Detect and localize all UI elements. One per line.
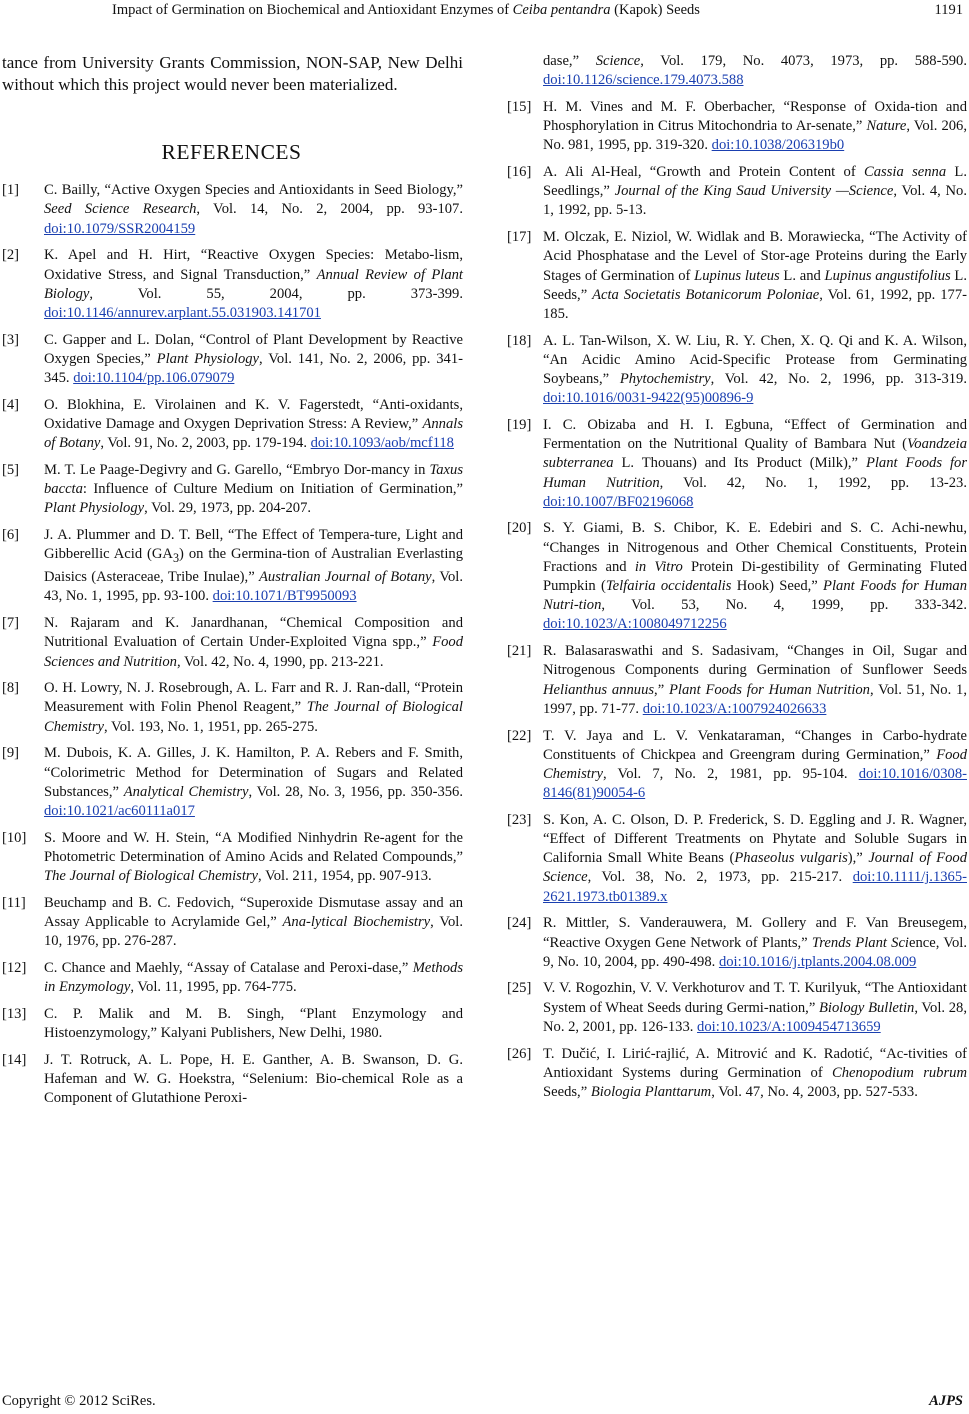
doi-link[interactable]: doi:10.1021/ac60111a017 <box>44 803 195 819</box>
doi-link[interactable]: doi:10.1016/0031-9422(95)00896-9 <box>543 390 754 407</box>
reference-21 <box>507 642 967 719</box>
ref-body: S. Kon, A. C. Olson, D. P. Frederick, S. D. Eggling and J. R. Wagner, “Effect of Different Treatments on Phytate and Soluble Sugars in California Small White Beans (Phaseolus vulgaris),” Journal of Food Science, Vol. 38, No. 2, 1973, pp. 215-217. doi:10.1111/j.1365-2621.1973.tb01389.x <box>543 811 967 905</box>
reference-19 <box>507 416 967 512</box>
ref-number: [14] <box>2 1051 27 1068</box>
ref-number: [8] <box>2 680 20 697</box>
reference-4 <box>0 396 463 454</box>
reference-6 <box>0 526 463 607</box>
ref-body: C. Bailly, “Active Oxygen Species and Antioxidants in Seed Biology,” Seed Science Research, Vol. 14, No. 2, 2004, pp. 93-107. doi:10.1079/SSR2004159 <box>44 182 463 237</box>
ref-body: S. Y. Giami, B. S. Chibor, K. E. Edebiri and S. C. Achi-newhu, “Changes in Nitrogenous and Other Chemical Constituents, Protein Fractions and in Vitro Protein Di-gestibility of Germinating Fluted Pumpkin (Telfairia occidentalis Hook) Seed,” Plant Foods for Human Nutri-tion, Vol. 53, No. 4, 1999, pp. 333-342. doi:10.1023/A:1008049712256 <box>543 520 967 633</box>
journal-abbrev: AJPS <box>929 1393 963 1409</box>
ref-number: [12] <box>2 959 27 976</box>
ref-number: [7] <box>2 615 20 632</box>
ref-body: A. Ali Al-Heal, “Growth and Protein Content of Cassia senna L. Seedlings,” Journal of the King Saud University —Science, Vol. 4, No. 1, 1992, pp. 5-13. <box>543 164 967 219</box>
doi-link[interactable]: doi:10.1007/BF02196068 <box>543 493 694 510</box>
ref-number: [26] <box>507 1045 532 1062</box>
reference-14-continued <box>507 52 967 90</box>
doi-link[interactable]: doi:10.1104/pp.106.079079 <box>73 370 235 387</box>
ref-body: C. P. Malik and M. B. Singh, “Plant Enzymology and Histoenzymology,” Kalyani Publishers, New Delhi, 1980. <box>44 1005 463 1042</box>
reference-25 <box>507 979 967 1037</box>
ref-number: [21] <box>507 643 532 660</box>
doi-link[interactable]: doi:10.1023/A:1008049712256 <box>543 616 727 633</box>
reference-14 <box>0 1051 463 1109</box>
ref-number: [23] <box>507 811 532 828</box>
ref-number: [1] <box>2 182 20 199</box>
doi-link[interactable]: doi:10.1023/A:1009454713659 <box>697 1018 881 1035</box>
ref-body: Beuchamp and B. C. Fedovich, “Superoxide Dismutase assay and an Assay Applicable to Acrylamide Gel,” Ana-lytical Biochemistry, Vol. 10, 1976, pp. 276-287. <box>44 894 463 950</box>
reference-11 <box>0 894 463 952</box>
ref-number: [13] <box>2 1005 27 1022</box>
ref-body: O. H. Lowry, N. J. Rosebrough, A. L. Farr and R. J. Ran-dall, “Protein Measurement with Folin Phenol Reagent,” The Journal of Biological Chemistry, Vol. 193, No. 1, 1951, pp. 265-275. <box>44 680 463 735</box>
ref-number: [3] <box>2 331 20 348</box>
ref-number: [9] <box>2 745 20 762</box>
ref-number: [11] <box>2 894 26 911</box>
ref-number: [25] <box>507 980 532 997</box>
ref-body: C. Gapper and L. Dolan, “Control of Plant Development by Reactive Oxygen Species,” Plant Physiology, Vol. 141, No. 2, 2006, pp. 341-345. doi:10.1104/pp.106.079079 <box>44 331 463 387</box>
reference-5 <box>0 461 463 519</box>
ref-number: [5] <box>2 461 20 478</box>
ref-body: A. L. Tan-Wilson, X. W. Liu, R. Y. Chen, X. Q. Qi and K. A. Wilson, “An Acidic Amino Acid-Specific Protease from Germinating Soybeans,” Phytochemistry, Vol. 42, No. 2, 1996, pp. 313-319. doi:10.1016/0031-9422(95)00896-9 <box>543 332 967 407</box>
reference-9 <box>0 744 463 821</box>
doi-link[interactable]: doi:10.1111/j.1365-2621.1973.tb01389.x <box>543 869 967 905</box>
title-suffix: (Kapok) Seeds <box>610 2 700 18</box>
reference-16 <box>507 163 967 221</box>
ref-number: [10] <box>2 829 27 846</box>
ref-number: [22] <box>507 727 532 744</box>
doi-link[interactable]: doi:10.1016/j.tplants.2004.08.009 <box>718 953 917 970</box>
ref-number: [17] <box>507 229 532 246</box>
ref-body: M. Olczak, E. Niziol, W. Widlak and B. Morawiecka, “The Activity of Acid Phosphatase and the Level of Stor-age Proteins during the Early Stages of Germination of Lupinus luteus L. and Lupinus angustifolius L. Seeds,” Acta Societatis Botanicorum Poloniae, Vol. 61, 1992, pp. 177-185. <box>543 229 968 322</box>
ref-body: V. V. Rogozhin, V. V. Verkhoturov and T. T. Kurilyuk, “The Antioxidant System of Wheat Seeds during Germi-nation,” Biology Bulletin, Vol. 28, No. 2, 2001, pp. 126-133. doi:10.1023/A:1009454713659 <box>543 980 967 1035</box>
title-text: Impact of Germination on Biochemical and Antioxidant Enzymes of <box>112 2 513 18</box>
ref-number: [15] <box>507 98 532 115</box>
reference-23 <box>507 811 967 907</box>
ref-number: [16] <box>507 164 532 181</box>
ref-body: J. T. Rotruck, A. L. Pope, H. E. Ganther, A. B. Swanson, D. G. Hafeman and W. G. Hoekstra, “Selenium: Bio-chemical Role as a Component of Glutathione Peroxi- <box>44 1051 463 1107</box>
doi-link[interactable]: doi:10.1126/science.179.4073.588 <box>543 72 744 89</box>
reference-10 <box>0 829 463 887</box>
doi-link[interactable]: doi:10.1146/annurev.arplant.55.031903.141701 <box>44 304 321 321</box>
acknowledgement-text: tance from University Grants Commission, NON-SAP, New Delhi without which this project would never been materialized. <box>2 53 463 94</box>
doi-link[interactable]: doi:10.1016/0308-8146(81)90054-6 <box>543 765 967 802</box>
running-head-title <box>112 2 700 19</box>
ref-body: T. V. Jaya and L. V. Venkataraman, “Changes in Carbo-hydrate Constituents of Chickpea and Greengram during Germination,” Food Chemistry, Vol. 7, No. 2, 1981, pp. 95-104. doi:10.1016/0308-8146(81)90054-6 <box>543 727 967 802</box>
ref-number: [24] <box>507 915 532 932</box>
ref-number: [20] <box>507 520 532 537</box>
reference-22 <box>507 727 967 804</box>
reference-1 <box>0 181 463 239</box>
reference-12 <box>0 959 463 997</box>
ref-number: [19] <box>507 416 532 433</box>
ref-body: H. M. Vines and M. F. Oberbacher, “Response of Oxida-tion and Phosphorylation in Citrus Mitochondria to Ar-senate,” Nature, Vol. 206, No. 981, 1995, pp. 319-320. doi:10.1038/206319b0 <box>543 98 967 154</box>
ref-body: M. T. Le Paage-Degivry and G. Garello, “Embryo Dor-mancy in Taxus baccta: Influence of Culture Medium on Initiation of Germination,” Plant Physiology, Vol. 29, 1973, pp. 204-207. <box>44 461 463 517</box>
ref-body: C. Chance and Maehly, “Assay of Catalase and Peroxi-dase,” Methods in Enzymology, Vol. 11, 1995, pp. 764-775. <box>44 959 463 996</box>
ref-body: J. A. Plummer and D. T. Bell, “The Effect of Tempera-ture, Light and Gibberellic Acid $(GA_3)$ on the Germina-tion of Australian Everlasting Daisics (Asteraceae, Tribe Inulae),” Australian Journal of Botany, Vol. 43, No. 1, 1995, pp. 93-100. doi:10.1071/BT9950093 <box>44 526 463 605</box>
copyright-notice: Copyright © 2012 SciRes. <box>2 1393 156 1409</box>
ref-body: K. Apel and H. Hirt, “Reactive Oxygen Species: Metabo-lism, Oxidative Stress, and Signal Transduction,” Annual Review of Plant Biology, Vol. 55, 2004, pp. 373-399. doi:10.1146/annurev.arplant.55.031903.141701 <box>44 247 463 321</box>
reference-17 <box>507 228 967 324</box>
ref-body: O. Blokhina, E. Virolainen and K. V. Fagerstedt, “Anti-oxidants, Oxidative Damage and Oxygen Deprivation Stress: A Review,” Annals of Botany, Vol. 91, No. 2, 2003, pp. 179-194. doi:10.1093/aob/mcf118 <box>44 396 463 452</box>
title-species: Ceiba pentandra <box>512 2 611 18</box>
ref-body: M. Dubois, K. A. Gilles, J. K. Hamilton, P. A. Rebers and F. Smith, “Colorimetric Method for Determination of Sugars and Related Substances,” Analytical Chemistry, Vol. 28, No. 3, 1956, pp. 350-356. doi:10.1021/ac60111a017 <box>44 745 463 819</box>
doi-link[interactable]: doi:10.1038/206319b0 <box>711 137 845 154</box>
ref-body: dase,” Science, Vol. 179, No. 4073, 1973, pp. 588-590. doi:10.1126/science.179.4073.588 <box>543 53 967 89</box>
page-number: 1191 <box>934 2 963 18</box>
running-head <box>0 0 969 28</box>
ref-number: [6] <box>2 526 20 543</box>
doi-link[interactable]: doi:10.1023/A:1007924026633 <box>642 700 827 717</box>
reference-15 <box>507 98 967 156</box>
reference-18 <box>507 332 967 409</box>
reference-26 <box>507 1045 967 1103</box>
right-column <box>507 52 967 1110</box>
reference-3 <box>0 331 463 389</box>
ref-body: T. Dučić, I. Lirić-rajlić, A. Mitrović and K. Radotić, “Ac-tivities of Antioxidant Systems during Germination of Chenopodium rubrum Seeds,” Biologia Planttarum, Vol. 47, No. 4, 2003, pp. 527-533. <box>543 1045 967 1100</box>
reference-13 <box>0 1005 463 1043</box>
references-heading: REFERENCES <box>161 140 302 164</box>
doi-link[interactable]: doi:10.1079/SSR2004159 <box>44 220 196 237</box>
left-column <box>0 52 463 1116</box>
ref-body: I. C. Obizaba and H. I. Egbuna, “Effect of Germination and Fermentation on the Nutritional Quality of Bambara Nut (Voandzeia subterranea L. Thouans) and Its Product (Milk),” Plant Foods for Human Nutrition, Vol. 42, No. 1, 1992, pp. 13-23. doi:10.1007/BF02196068 <box>543 416 968 510</box>
ref-body: S. Moore and W. H. Stein, “A Modified Ninhydrin Re-agent for the Photometric Determination of Amino Acids and Related Compounds,” The Journal of Biological Chemistry, Vol. 211, 1954, pp. 907-913. <box>44 829 463 885</box>
ref-body: R. Balasaraswathi and S. Sadasivam, “Changes in Oil, Sugar and Nitrogenous Components during Germination of Sunflower Seeds Helianthus annuus,” Plant Foods for Human Nutrition, Vol. 51, No. 1, 1997, pp. 71-77. doi:10.1023/A:1007924026633 <box>543 643 968 717</box>
doi-link[interactable]: doi:10.1093/aob/mcf118 <box>310 435 454 452</box>
reference-2 <box>0 246 463 323</box>
doi-link[interactable]: doi:10.1071/BT9950093 <box>212 588 357 605</box>
ref-body: R. Mittler, S. Vanderauwera, M. Gollery and F. Van Breusegem, “Reactive Oxygen Gene Network of Plants,” Trends Plant Science, Vol. 9, No. 10, 2004, pp. 490-498. doi:10.1016/j.tplants.2004.08.009 <box>543 915 967 970</box>
ref-body: N. Rajaram and K. Janardhanan, “Chemical Composition and Nutritional Evaluation of Certain Under-Exploited Vigna spp.,” Food Sciences and Nutrition, Vol. 42, No. 4, 1990, pp. 213-221. <box>44 615 463 670</box>
reference-20 <box>507 519 967 634</box>
reference-7 <box>0 614 463 672</box>
reference-24 <box>507 914 967 972</box>
ref-number: [4] <box>2 396 20 413</box>
ref-number: [18] <box>507 332 532 349</box>
ref-number: [2] <box>2 247 20 264</box>
reference-8 <box>0 679 463 737</box>
